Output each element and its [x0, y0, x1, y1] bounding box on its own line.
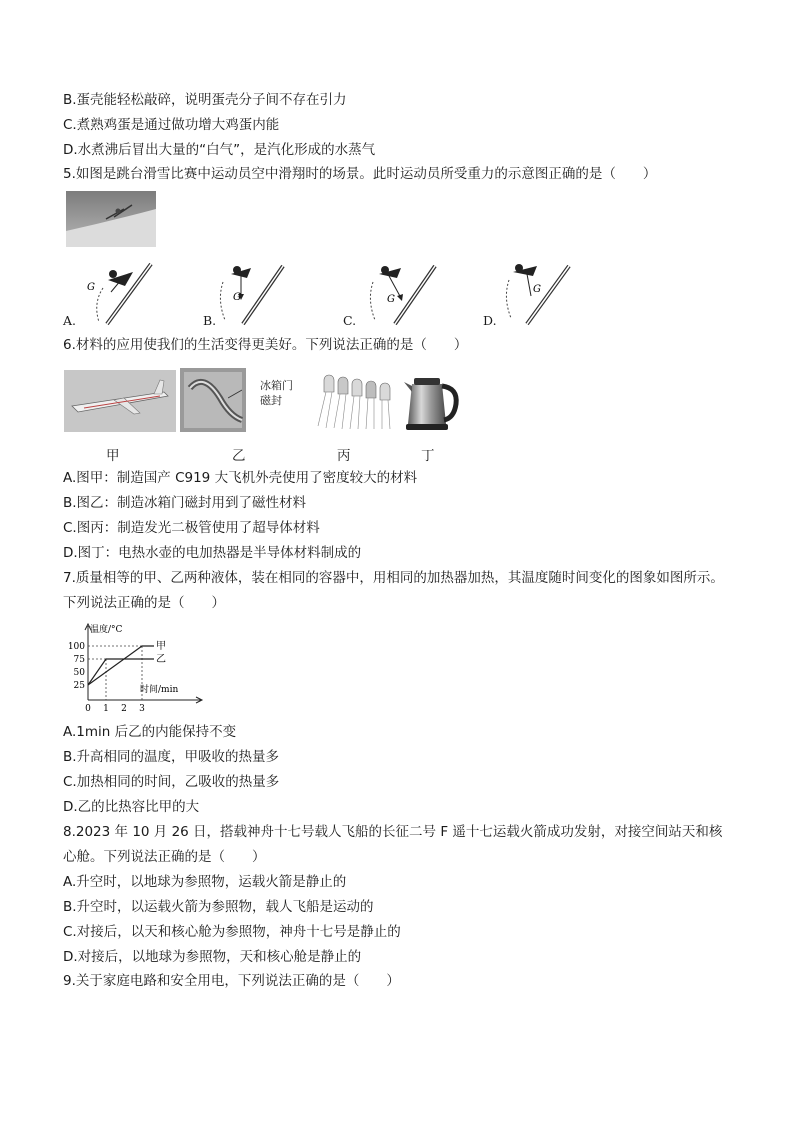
q8-stem-line2: 心舱。下列说法正确的是（ ）	[63, 849, 266, 865]
q8-option-c: C.对接后，以天和核心舱为参照物，神舟十七号是静止的	[63, 924, 401, 940]
series-yi-line	[88, 659, 154, 685]
caption-yi: 乙	[232, 448, 246, 464]
caption-jia: 甲	[106, 448, 120, 464]
caption-bing: 丙	[337, 448, 351, 464]
q5-option-d-figure	[483, 258, 583, 328]
q5-stem: 5.如图是跳台滑雪比赛中运动员空中滑翔时的场景。此时运动员所受重力的示意图正确的是（ ）	[63, 166, 657, 182]
q8-option-a: A.升空时，以地球为参照物，运载火箭是静止的	[63, 874, 347, 890]
x-tick-0: 0	[85, 704, 91, 714]
q7-stem-line2: 下列说法正确的是（ ）	[63, 595, 225, 611]
y-tick-50: 50	[73, 668, 85, 678]
q6-option-a: A.图甲：制造国产 C919 大飞机外壳使用了密度较大的材料	[63, 470, 418, 486]
fridge-seal-annotation	[246, 378, 293, 408]
svg-text:G: G	[533, 284, 541, 295]
q6-option-d: D.图丁：电热水壶的电加热器是半导体材料制成的	[63, 545, 362, 561]
q7-option-d: D.乙的比热容比甲的大	[63, 799, 200, 815]
q6-stem: 6.材料的应用使我们的生活变得更美好。下列说法正确的是（ ）	[63, 337, 468, 353]
x-tick-3: 3	[139, 704, 145, 714]
q5-option-a-figure	[63, 258, 163, 328]
q5-option-b-figure	[203, 258, 303, 328]
q5-option-c-label: C.	[343, 313, 357, 328]
svg-text:G: G	[387, 294, 395, 305]
q7-temperature-graph	[68, 620, 208, 716]
q7-option-c: C.加热相同的时间，乙吸收的热量多	[63, 774, 280, 790]
q8-option-d: D.对接后，以地球为参照物，天和核心舱是静止的	[63, 949, 362, 965]
q5-option-a-label: A.	[63, 313, 77, 328]
series-jia-line	[88, 646, 154, 685]
leds-drawing	[314, 374, 398, 430]
x-tick-1: 1	[103, 704, 109, 714]
y-tick-25: 25	[73, 681, 85, 691]
q7-stem-line1: 7.质量相等的甲、乙两种液体，装在相同的容器中，用相同的加热器加热，其温度随时间变化的图象如图所示。	[63, 570, 724, 586]
series-jia-label: 甲	[156, 641, 166, 652]
y-tick-75: 75	[73, 655, 85, 665]
caption-ding: 丁	[421, 448, 435, 464]
q5-option-b-label: B.	[203, 313, 217, 328]
x-axis-label: 时间/min	[140, 685, 179, 695]
q6-option-c: C.图丙：制造发光二极管使用了超导体材料	[63, 520, 320, 536]
y-axis-label: 温度/°C	[90, 625, 123, 635]
q7-option-b: B.升高相同的温度，甲吸收的热量多	[63, 749, 280, 765]
series-yi-label: 乙	[156, 654, 166, 665]
ski-jump-photo	[66, 191, 156, 247]
fridge-seal-label: 冰箱门 磁封	[260, 379, 293, 407]
c919-airplane-photo	[64, 370, 176, 432]
q4-option-c: C.煮熟鸡蛋是通过做功增大鸡蛋内能	[63, 117, 280, 133]
x-tick-2: 2	[121, 704, 127, 714]
svg-text:G: G	[87, 282, 95, 293]
q7-option-a: A.1min 后乙的内能保持不变	[63, 724, 237, 740]
svg-text:G: G	[233, 292, 241, 303]
q9-stem: 9.关于家庭电路和安全用电，下列说法正确的是（ ）	[63, 973, 400, 989]
q6-option-b: B.图乙：制造冰箱门磁封用到了磁性材料	[63, 495, 307, 511]
q4-option-b: B.蛋壳能轻松敲碎，说明蛋壳分子间不存在引力	[63, 92, 347, 108]
q8-stem-line1: 8.2023 年 10 月 26 日，搭载神舟十七号载人飞船的长征二号 F 遥十七运载火箭成功发射，对接空间站天和核	[63, 824, 723, 840]
q5-option-d-label: D.	[483, 313, 497, 328]
y-tick-100: 100	[68, 642, 85, 652]
q8-option-b: B.升空时，以运载火箭为参照物，载人飞船是运动的	[63, 899, 374, 915]
electric-kettle-drawing	[402, 370, 462, 432]
q5-option-c-figure	[343, 258, 443, 328]
q4-option-d: D.水煮沸后冒出大量的“白气”，是汽化形成的水蒸气	[63, 142, 376, 158]
